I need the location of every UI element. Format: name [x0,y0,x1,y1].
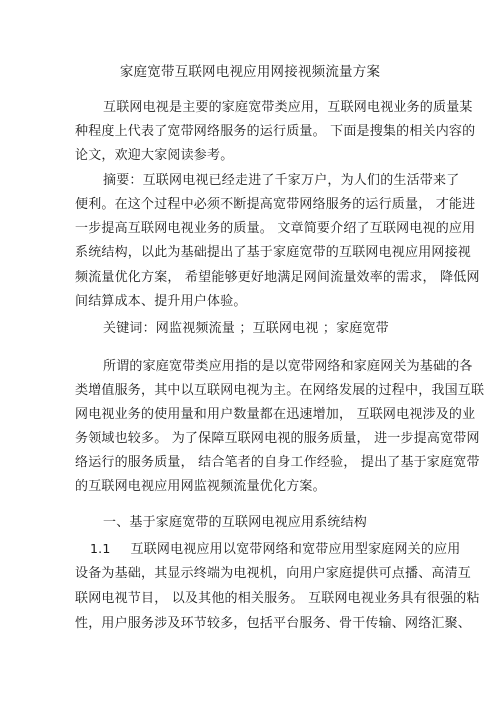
abstract-line-6: 间结算成本、提升用户体验。 [75,294,247,309]
body-line-6: 的互联网电视应用网监视频流量优化方案。 [75,479,326,494]
abstract-line-2: 便利。在这个过程中必须不断提高宽带网络服务的运行质量， 才能进 [75,197,476,212]
subsection-line-3: 联网电视节目， 以及其他的相关服务。 互联网电视业务具有很强的粘 [75,591,480,606]
body-line-3: 网电视业务的使用量和用户数量都在迅速增加， 互联网电视涉及的业 [75,407,476,422]
body-line-2: 类增值服务，其中以互联网电视为主。在网络发展的过程中，我国互联 [75,383,485,398]
subsection-first-line [90,539,461,560]
subsection-line-4: 性，用户服务涉及环节较多，包括平台服务、骨干传输、网络汇聚、 [75,616,472,631]
abstract-line-5: 频流量优化方案， 希望能够更好地满足网间流量效率的需求， 降低网 [75,270,480,285]
subsection-number: 1.1 [90,541,111,556]
section-heading: 一、基于家庭宽带的互联网电视应用系统结构 [103,515,368,530]
subsection-first-text: 互联网电视应用以宽带网络和宽带应用型家庭网关的应用 [130,542,461,557]
abstract-line-3: 一步提高互联网电视业务的质量。 文章简要介绍了互联网电视的应用 [75,221,476,236]
intro-line-3: 论文，欢迎大家阅读参考。 [75,148,234,163]
body-line-1: 所谓的家庭宽带类应用指的是以宽带网络和家庭网关为基础的各 [103,359,473,374]
body-line-4: 务领域也较多。 为了保障互联网电视的服务质量， 进一步提高宽带网 [75,431,480,446]
intro-line-2: 种程度上代表了宽带网络服务的运行质量。 下面是搜集的相关内容的 [75,124,476,139]
intro-line-1: 互联网电视是主要的家庭宽带类应用，互联网电视业务的质量某 [103,100,473,115]
document-title: 家庭宽带互联网电视应用网接视频流量方案 [119,64,381,80]
subsection-line-2: 设备为基础，其显示终端为电视机，向用户家庭提供可点播、高清互 [75,566,472,581]
keywords: 关键词：网监视频流量 ；互联网电视 ；家庭宽带 [103,321,389,336]
abstract-line-1: 摘要：互联网电视已经走进了千家万户，为人们的生活带来了 [103,173,460,188]
abstract-line-4: 系统结构，以此为基础提出了基于家庭宽带的互联网电视应用网接视 [75,245,472,260]
body-line-5: 络运行的服务质量， 结合笔者的自身工作经验， 提出了基于家庭宽带 [75,455,480,470]
